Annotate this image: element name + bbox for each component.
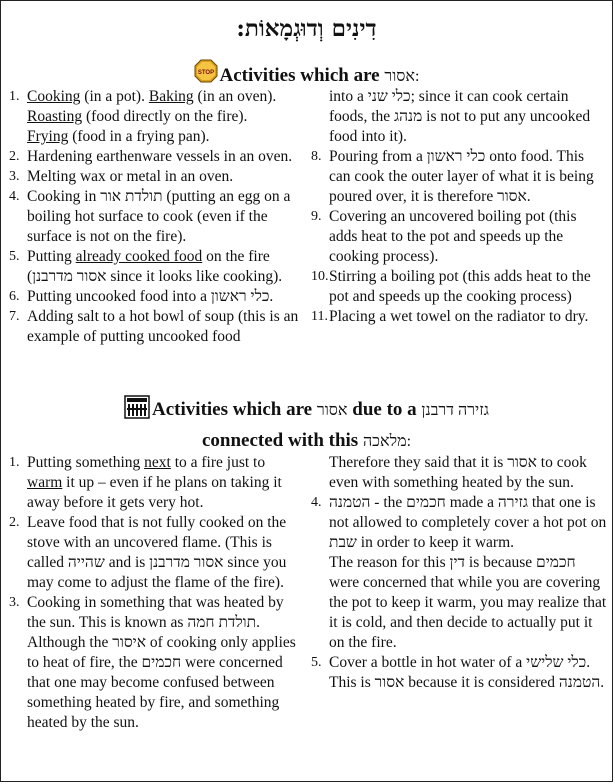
list-item: 7. Adding salt to a hot bowl of soup (this is an example of putting uncooked food (9, 308, 299, 345)
svg-text:STOP: STOP (197, 70, 214, 76)
list-item-continuation: into a כלי שני; since it can cook certain foods, the מנהג is not to put any uncooked food into it). (329, 88, 591, 145)
section2-column-right (311, 453, 607, 693)
section2-heading: Activities which are אסור due to a גזירה דרבנן connected with this מלאכה: (1, 395, 612, 455)
list-item: 8. Pouring from a כלי ראשון onto food. This can cook the outer layer of what it is being poured over, it is therefore אסור. (311, 148, 594, 205)
list-item-continuation: The reason for this דין is because חכמים were concerned that while you are covering the pot to keep it warm, you may realize that it is cold, and then decide to actually put it on the fire. (329, 554, 607, 651)
list-item: 1. Putting something next to a fire just to warm it up – even if he plans on taking it away before it gets very hot. (9, 454, 282, 511)
section1-heading-text: Activities which are (219, 65, 385, 86)
section1-column-left (9, 87, 299, 347)
list-item: 10. Stirring a boiling pot (this adds heat to the pot and speeds up the cooking process) (311, 268, 591, 305)
list-item: 11. Placing a wet towel on the radiator to dry. (311, 308, 589, 325)
section2-column-left (9, 453, 299, 733)
list-item: 3. Melting wax or metal in an oven. (9, 168, 234, 185)
list-item: 2. Hardening earthenware vessels in an oven. (9, 148, 293, 165)
list-item: 5. Cover a bottle in hot water of a כלי שלישי. This is אסור because it is considered הטמנה. (311, 654, 605, 691)
list-item: 2. Leave food that is not fully cooked on the stove with an uncovered flame. (This is called שהייה and is אסור מדרבנן since you may come to adjust the flame of the fire). (9, 514, 287, 591)
page-title: דִינִים וְדוּגְמָאוֹת: (236, 15, 377, 42)
fence-icon (124, 395, 150, 427)
section1-column-right (311, 87, 607, 327)
list-item: 5. Putting already cooked food on the fire (אסור מדרבנן since it looks like cooking). (9, 248, 283, 285)
list-item: 1. Cooking (in a pot). Baking (in an oven). Roasting (food directly on the fire). Frying (food in a frying pan). (9, 88, 277, 145)
list-item: 3. Cooking in something that was heated by the sun. This is known as תולדת חמה. Although the איסור of cooking only applies to heat of fire, the חכמים were concerned that one may become confused between something heated by fire, and something heated by the sun. (9, 594, 296, 731)
list-item: 6. Putting uncooked food into a כלי ראשון. (9, 288, 274, 305)
list-item: 4. Cooking in תולדת אור (putting an egg on a boiling hot surface to cook (even if the surface is not on the fire). (9, 188, 291, 245)
list-item: 9. Covering an uncovered boiling pot (this adds heat to the pot and speeds up the cooking process). (311, 208, 577, 265)
list-item-continuation: Therefore they said that it is אסור to cook even with something heated by the sun. (329, 454, 587, 491)
list-item: 4. הטמנה - the חכמים made a גזירה that one is not allowed to completely cover a hot pot on שבת in order to keep it warm. (311, 494, 607, 551)
section1-heading-hebrew: אסור: (384, 68, 420, 85)
